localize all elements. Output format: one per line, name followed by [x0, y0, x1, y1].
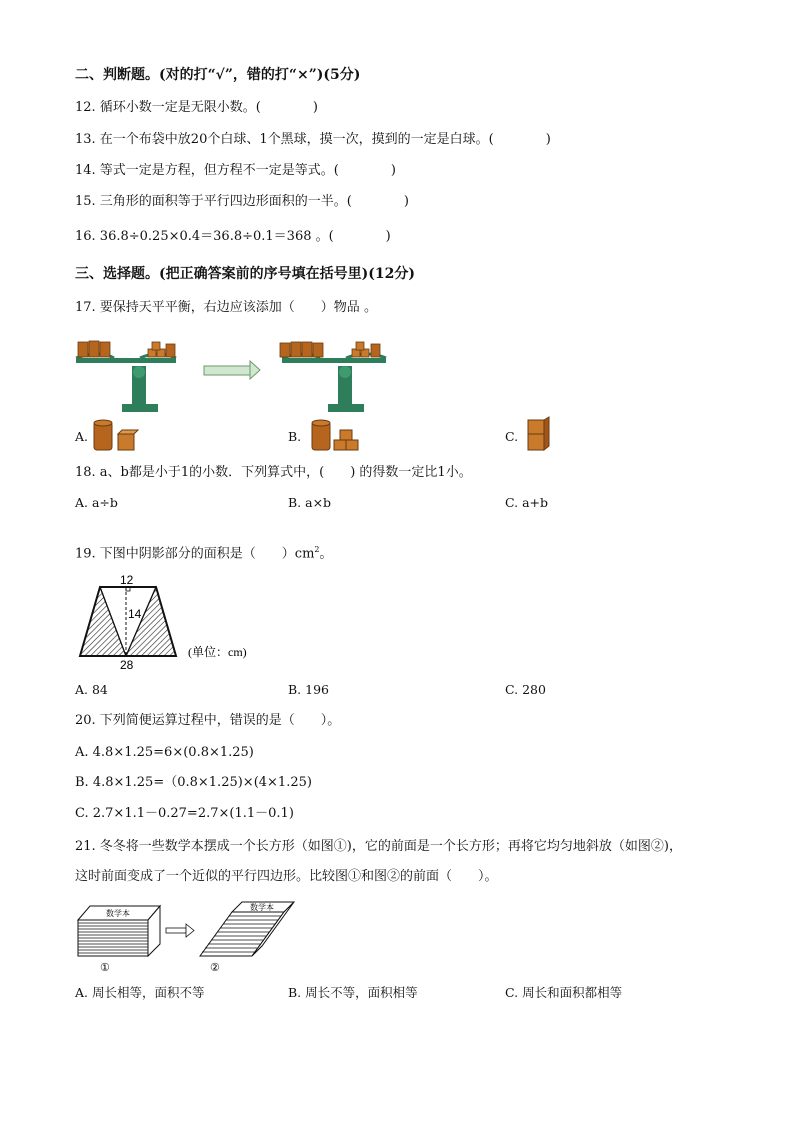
q17-option-c-label: C.	[505, 429, 519, 444]
book-label-2: 数学本	[250, 903, 274, 912]
balance-scale-left	[76, 341, 176, 412]
q21-option-a: A. 周长相等，面积不等	[75, 985, 205, 1000]
arrow-icon	[166, 924, 194, 937]
q20-option-b: B. 4.8×1.25=（0.8×1.25)×(4×1.25)	[75, 775, 312, 790]
trapezoid-bottom-label: 28	[120, 658, 134, 672]
figure-1-label: ①	[100, 962, 110, 974]
book-label-1: 数学本	[106, 909, 130, 918]
q19-option-b: B. 196	[288, 682, 329, 697]
option-b-items-icon	[310, 418, 362, 452]
q20-option-a: A. 4.8×1.25=6×(0.8×1.25)	[75, 745, 254, 760]
q19-option-c: C. 280	[505, 682, 546, 697]
trapezoid-figure	[72, 572, 272, 672]
q20-stem: 20. 下列简便运算过程中，错误的是（ ）。	[75, 713, 341, 728]
q13: 13. 在一个布袋中放20个白球、1个黑球，摸一次，摸到的一定是白球。( )	[75, 132, 551, 147]
trapezoid-height-label: 14	[128, 607, 142, 621]
q18-option-c: C. a+b	[505, 495, 548, 510]
option-c-items-icon	[526, 416, 552, 452]
q21-option-b: B. 周长不等，面积相等	[288, 985, 418, 1000]
q21-option-c: C. 周长和面积都相等	[505, 985, 623, 1000]
balance-scale-right	[280, 342, 386, 412]
q17-option-a-label: A.	[75, 429, 89, 444]
q12: 12. 循环小数一定是无限小数。( )	[75, 100, 318, 115]
q18-option-a: A. a÷b	[75, 495, 118, 510]
q15: 15. 三角形的面积等于平行四边形面积的一半。( )	[75, 194, 409, 209]
q18-stem: 18. a、b都是小于1的小数．下列算式中，( ) 的得数一定比1小。	[75, 465, 472, 480]
q17-option-b-label: B.	[288, 429, 302, 444]
section3-title: 三、选择题。(把正确答案前的序号填在括号里)(12分)	[75, 266, 415, 282]
books-figure	[74, 900, 304, 976]
trapezoid-top-label: 12	[120, 573, 134, 587]
figure-2-label: ②	[210, 962, 220, 974]
section2-title: 二、判断题。(对的打“√”，错的打“×”)(5分)	[75, 67, 361, 83]
book-stack-rectangle	[78, 906, 160, 974]
book-stack-parallelogram	[200, 902, 294, 974]
q21-stem-line2: 这时前面变成了一个近似的平行四边形。比较图①和图②的前面（ ）。	[75, 869, 498, 884]
q19-stem: 19. 下图中阴影部分的面积是（ ）$cm^2$。	[75, 545, 333, 562]
q18-option-b: B. a×b	[288, 495, 332, 510]
q14: 14. 等式一定是方程，但方程不一定是等式。( )	[75, 163, 396, 178]
balance-scale-figure	[70, 332, 400, 414]
option-a-items-icon	[92, 418, 140, 452]
q16: 16. 36.8÷0.25×0.4＝36.8÷0.1＝368 。( )	[75, 229, 391, 244]
q19-option-a: A. 84	[75, 682, 108, 697]
q21-stem-line1: 21. 冬冬将一些数学本摆成一个长方形（如图①)，它的前面是一个长方形；再将它均匀地斜放（如图②)，	[75, 839, 682, 854]
unit-label: (单位：cm)	[188, 645, 247, 659]
q17-stem: 17. 要保持天平平衡，右边应该添加（ ）物品 。	[75, 300, 377, 315]
q20-option-c: C. 2.7×1.1－0.27=2.7×(1.1－0.1)	[75, 806, 294, 821]
arrow-icon	[204, 361, 260, 379]
